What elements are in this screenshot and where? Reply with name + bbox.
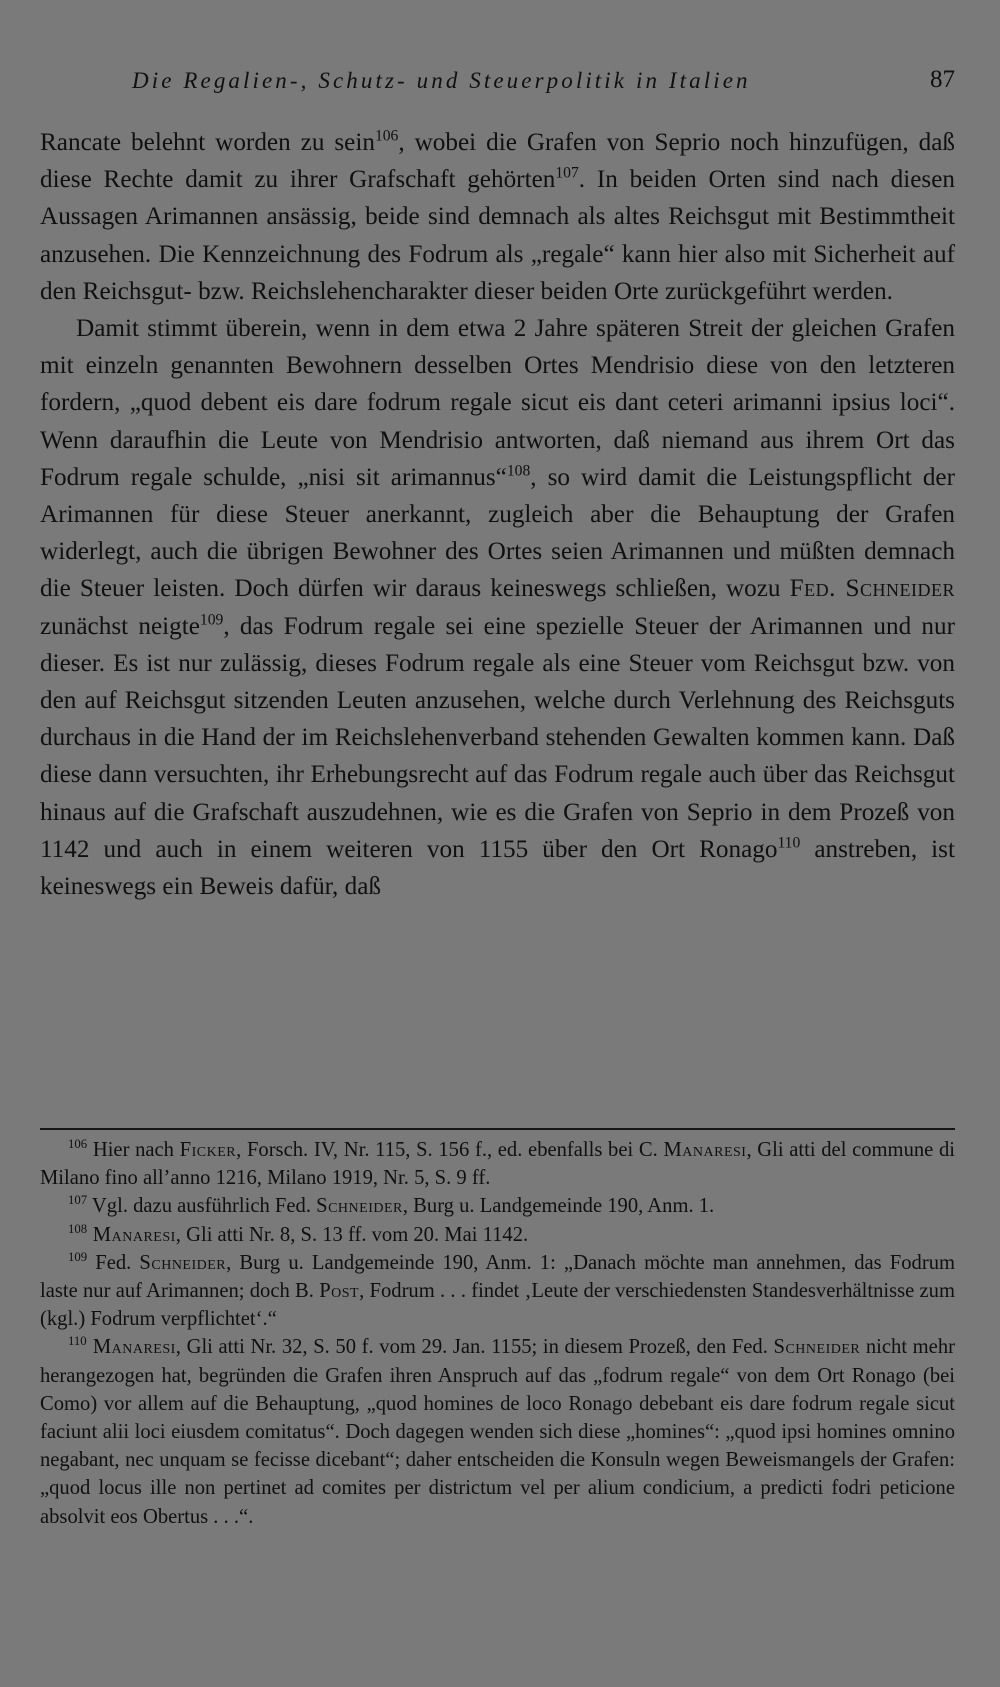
- footnote-divider: [40, 1128, 955, 1130]
- footnote-number: 107: [68, 1193, 88, 1208]
- footnote-ref-110: 110: [777, 834, 801, 852]
- footnote-ref-108: 108: [506, 462, 531, 480]
- text-run: , Burg u. Landgemeinde 190, Anm. 1.: [402, 1195, 715, 1218]
- footnote-107: [40, 1192, 955, 1220]
- paragraph-2: [40, 310, 955, 905]
- main-text: [40, 124, 955, 905]
- footnote-number: 110: [68, 1334, 87, 1349]
- footnote-ref-107: 107: [555, 164, 579, 182]
- running-title: Die Regalien-, Schutz- und Steuerpolitik in Italien: [132, 68, 751, 93]
- text-run: , das Fodrum regale sei eine spezielle Steuer der Arimannen und nur dieser. Es ist nur zulässig, dieses Fodrum regale als eine Steuer vom Reichsgut bzw. von den auf Reichsgut sitzenden Leuten anzusehen, welche durch Verlehnung des Reichsguts durchaus in die Hand der im Reichslehenverband stehenden Gewalten kommen kann. Daß diese dann versuchten, ihr Erhebungsrecht auf das Fodrum regale auch über das Reichsgut hinaus auf die Grafschaft auszudehnen, wie es die Grafen von Seprio in dem Prozeß von 1142 und auch in einem weiteren von 1155 über den Ort Ronago: [40, 612, 955, 863]
- text-run: . In beiden Orten sind nach diesen Aussagen Arimannen ansässig, beide sind demnach als altes Reichsgut mit Bestimmtheit anzusehen. Die Kennzeichnung des Fodrum als „regale“ kann hier also mit Sicherheit auf den Reichsgut- bzw. Reichslehencharakter dieser beiden Orte zurückgeführt werden.: [40, 166, 955, 305]
- author-name: Post: [319, 1280, 360, 1303]
- text-run: , wobei die Grafen von Seprio noch hinzufügen, daß diese Rechte damit zu ihrer Grafschaft gehörten: [40, 129, 955, 194]
- text-run: Vgl. dazu ausführlich Fed.: [87, 1195, 317, 1218]
- author-name: Fed. Schneider: [789, 575, 955, 603]
- footnote-ref-106: 106: [374, 127, 399, 145]
- footnote-106: [40, 1136, 955, 1192]
- footnote-109: [40, 1249, 955, 1334]
- page-number: 87: [930, 66, 955, 93]
- author-name: Manaresi: [87, 1223, 176, 1246]
- text-run: , Gli atti Nr. 8, S. 13 ff. vom 20. Mai 1142.: [175, 1223, 529, 1246]
- footnotes: [40, 1136, 955, 1531]
- footnote-number: 106: [68, 1137, 88, 1152]
- text-run: Rancate belehnt worden zu sein: [40, 129, 375, 156]
- text-run: Hier nach: [87, 1139, 180, 1161]
- text-run: , Gli atti del commune di Milano fino all’anno 1216, Milano 1919, Nr. 5, S. 9 ff.: [40, 1139, 955, 1190]
- footnote-110: [40, 1333, 955, 1530]
- text-run: anstreben, ist keineswegs ein Beweis dafür, daß: [40, 835, 955, 901]
- text-run: Damit stimmt überein, wenn in dem etwa 2 Jahre späteren Streit der gleichen Grafen mit einzeln genannten Bewohnern desselben Ortes Mendrisio diese von den letzteren fordern, „quod debent eis dare fodrum regale sicut eis dant ceteri arimanni ipsius loci“. Wenn daraufhin die Leute von Mendrisio antworten, daß niemand aus ihrem Ort das Fodrum regale schulde, „nisi sit arimannus“: [40, 315, 955, 491]
- text-run: , Burg u. Landgemeinde 190, Anm. 1: „Danach möchte man annehmen, das Fodrum laste nur auf Arimannen; doch B.: [40, 1251, 956, 1303]
- author-name: Manaresi: [86, 1336, 176, 1359]
- footnote-ref-109: 109: [199, 610, 224, 628]
- text-run: , so wird damit die Leistungspflicht der Arimannen für diese Steuer anerkannt, zugleich aber die Behauptung der Grafen widerlegt, auch die übrigen Bewohner des Ortes seien Arimannen und müßten demnach die Steuer leisten. Doch dürfen wir daraus keineswegs schließen, wozu: [40, 463, 955, 603]
- text-run: nicht mehr herangezogen hat, begründen die Grafen ihren Anspruch auf das „fodrum regale“ von dem Ort Ronago (bei Como) vor allem auf die Behauptung, „quod homines de loco Ronago debebant eis dare fodrum regale sicut faciunt alii loci eiusdem comitatus“. Doch dagegen wenden sich diese „homines“: „quod ipsi homines omnino negabant, nec unquam se fecisse dicebant“; daher entscheiden die Konsuln wegen Beweismangels der Grafen: „quod locus ille non pertinet ad comites per districtum vel per alium condicium, a predicti fodri peticione absolvit eos Obertus . . .“.: [40, 1336, 955, 1528]
- author-name: Schneider: [316, 1195, 403, 1218]
- text-run: Fed.: [87, 1251, 140, 1274]
- text-run: , Forsch. IV, Nr. 115, S. 156 f., ed. ebenfalls bei C.: [236, 1139, 664, 1161]
- running-head: [40, 62, 955, 102]
- text-run: zunächst neigte: [40, 612, 200, 640]
- author-name: Ficker: [179, 1139, 237, 1161]
- text-run: , Fodrum . . . findet ‚Leute der verschiedensten Standesverhältnisse zum (kgl.) Fodrum verpflichtet‘.“: [40, 1280, 955, 1331]
- text-run: , Gli atti Nr. 32, S. 50 f. vom 29. Jan. 1155; in diesem Prozeß, den Fed.: [175, 1336, 774, 1359]
- footnote-108: [40, 1221, 955, 1249]
- author-name: Manaresi: [663, 1139, 747, 1161]
- author-name: Schneider: [139, 1251, 227, 1274]
- footnote-number: 108: [68, 1221, 88, 1236]
- paragraph-1: [40, 124, 955, 310]
- author-name: Schneider: [773, 1336, 861, 1359]
- footnote-number: 109: [68, 1249, 88, 1264]
